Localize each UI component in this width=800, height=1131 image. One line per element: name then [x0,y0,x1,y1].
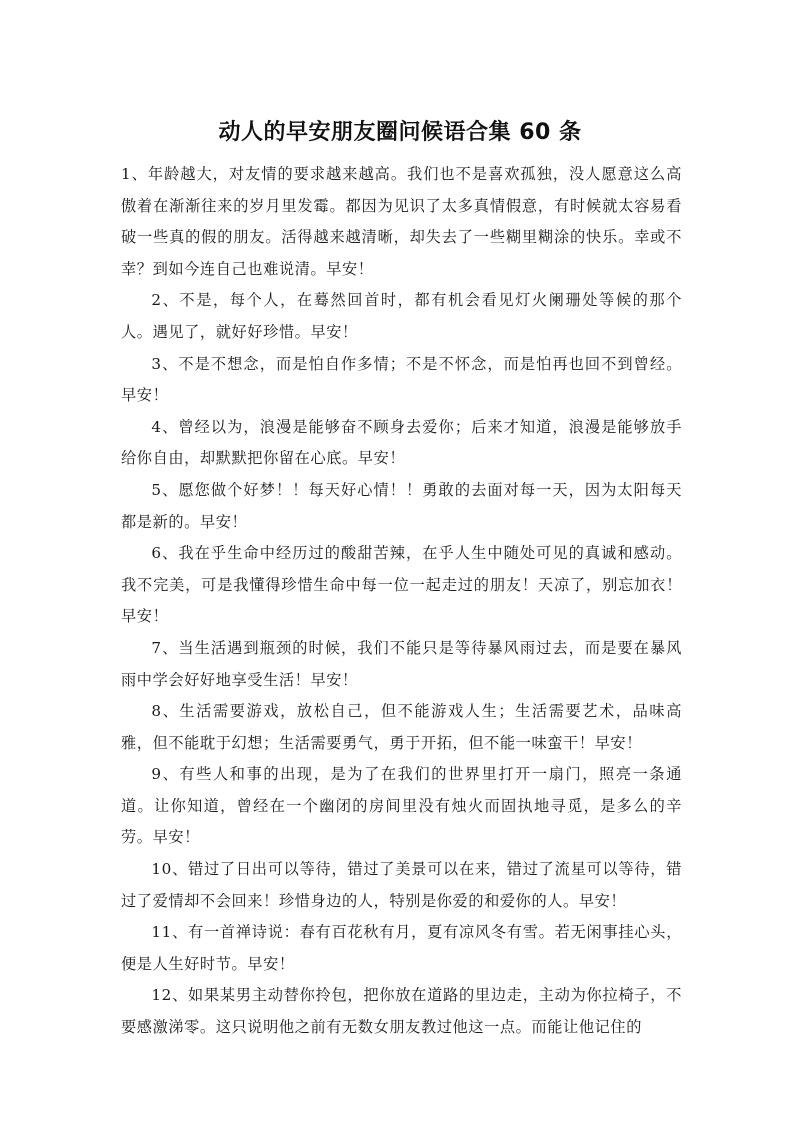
paragraph-1: 1、年龄越大，对友情的要求越来越高。我们也不是喜欢孤独，没人愿意这么高傲着在渐渐往来的岁月里发霉。都因为见识了太多真情假意，有时候就太容易看破一些真的假的朋友。活得越来越清晰，却失去了一些糊里糊涂的快乐。幸或不幸？到如今连自己也难说清。早安！ [121,165,682,278]
paragraph-3: 3、不是不想念，而是怕自作多情；不是不怀念，而是怕再也回不到曾经。早安！ [121,354,682,405]
document-title: 动人的早安朋友圈问候语合集 60 条 [218,120,582,145]
paragraph-5: 5、愿您做个好梦！！每天好心情！！勇敢的去面对每一天，因为太阳每天都是新的。早安！ [121,480,682,531]
paragraph-7: 7、当生活遇到瓶颈的时候，我们不能只是等待暴风雨过去，而是要在暴风雨中学会好好地享受生活！早安！ [121,638,682,689]
paragraph-9: 9、有些人和事的出现，是为了在我们的世界里打开一扇门，照亮一条通道。让你知道，曾经在一个幽闭的房间里没有烛火而固执地寻觅，是多么的辛劳。早安！ [121,765,682,847]
paragraph-8: 8、生活需要游戏，放松自己，但不能游戏人生；生活需要艺术，品味高雅，但不能耽于幻想；生活需要勇气，勇于开拓，但不能一味蛮干！早安！ [121,702,682,752]
document-body [121,159,682,1044]
paragraph-4: 4、曾经以为，浪漫是能够奋不顾身去爱你；后来才知道，浪漫是能够放手给你自由，却默默把你留在心底。早安！ [121,417,682,468]
paragraph-11: 11、有一首禅诗说：春有百花秋有月，夏有凉风冬有雪。若无闲事挂心头，便是人生好时节。早安！ [121,923,682,973]
paragraph-12: 12、如果某男主动替你拎包，把你放在道路的里边走，主动为你拉椅子，不要感激涕零。这只说明他之前有无数女朋友教过他这一点。而能让他记住的 [121,986,682,1037]
paragraph-6: 6、我在乎生命中经历过的酸甜苦辣，在乎人生中随处可见的真诚和感动。我不完美，可是我懂得珍惜生命中每一位一起走过的朋友！天凉了，别忘加衣！早安！ [121,544,682,626]
paragraph-2: 2、不是，每个人，在蓦然回首时，都有机会看见灯火阑珊处等候的那个人。遇见了，就好好珍惜。早安！ [121,291,682,341]
paragraph-10: 10、错过了日出可以等待，错过了美景可以在来，错过了流星可以等待，错过了爱情却不会回来！珍惜身边的人，特别是你爱的和爱你的人。早安！ [121,860,682,910]
